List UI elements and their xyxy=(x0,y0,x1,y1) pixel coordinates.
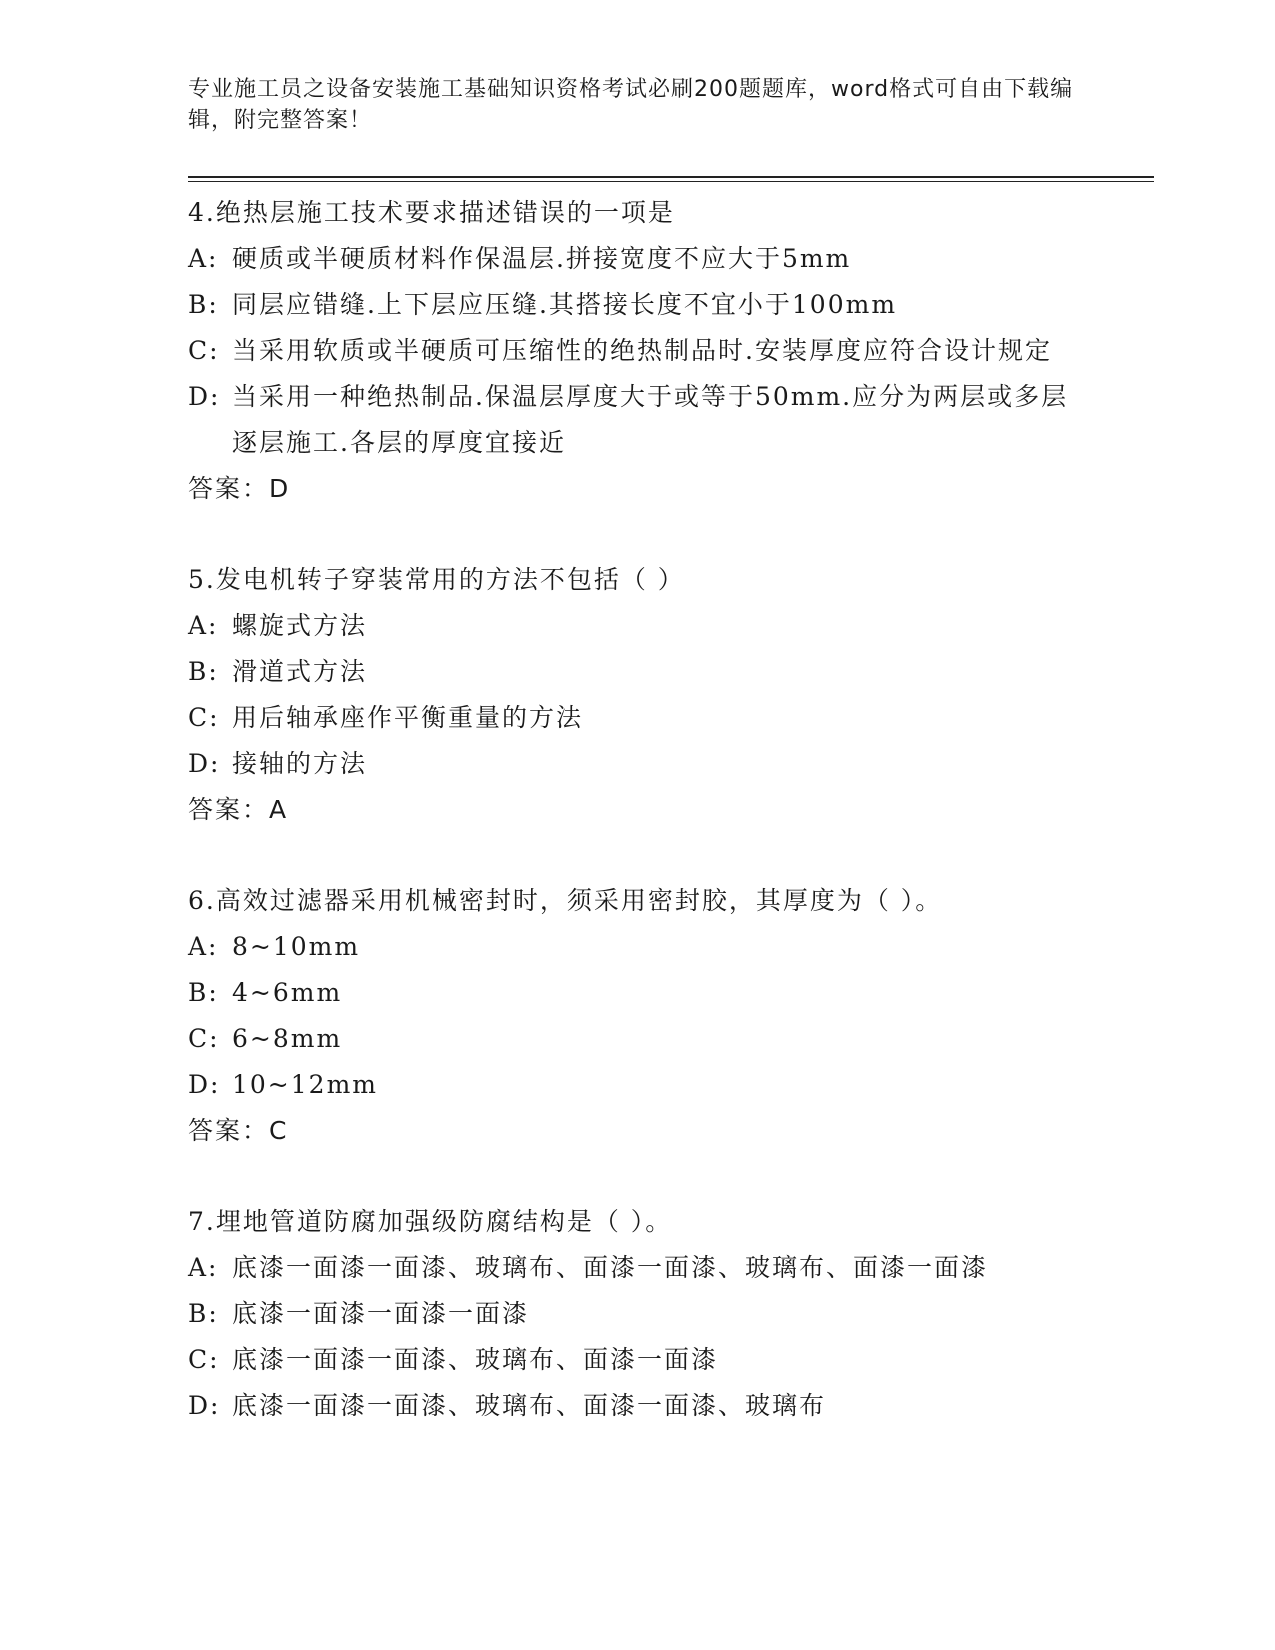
option-text: 当采用一种绝热制品.保温层厚度大于或等于50mm.应分为两层或多层逐层施工.各层的厚度宜接近 xyxy=(232,382,1069,457)
option-c xyxy=(188,1016,1088,1062)
option-b xyxy=(188,649,1088,695)
option-text: 硬质或半硬质材料作保温层.拼接宽度不应大于5mm xyxy=(232,244,852,273)
document-header: 专业施工员之设备安装施工基础知识资格考试必刷200题题库，word格式可自由下载编辑，附完整答案！ xyxy=(188,77,1074,133)
option-letter: B: xyxy=(188,1299,219,1328)
option-letter: A: xyxy=(188,244,219,273)
option-text: 同层应错缝.上下层应压缝.其搭接长度不宜小于100mm xyxy=(232,290,898,319)
option-text: 8~10mm xyxy=(232,932,361,961)
option-letter: D: xyxy=(188,382,221,411)
option-text: 用后轴承座作平衡重量的方法 xyxy=(232,703,584,732)
question-7 xyxy=(188,1199,1088,1429)
option-d xyxy=(188,1383,1088,1429)
header-divider xyxy=(188,176,1154,178)
option-b xyxy=(188,1291,1088,1337)
option-letter: C: xyxy=(188,703,220,732)
option-b xyxy=(188,970,1088,1016)
option-d xyxy=(188,1062,1088,1108)
question-title: 4.绝热层施工技术要求描述错误的一项是 xyxy=(188,198,675,227)
option-text: 当采用软质或半硬质可压缩性的绝热制品时.安装厚度应符合设计规定 xyxy=(232,336,1052,365)
answer-label: 答案：A xyxy=(188,795,289,824)
option-a xyxy=(188,1245,1088,1291)
question-6 xyxy=(188,878,1088,1154)
question-list xyxy=(188,190,1088,1474)
option-letter: D: xyxy=(188,1391,221,1420)
option-letter: C: xyxy=(188,336,220,365)
option-c xyxy=(188,695,1088,741)
option-letter: B: xyxy=(188,978,219,1007)
option-text: 螺旋式方法 xyxy=(232,611,368,640)
option-text: 10~12mm xyxy=(232,1070,378,1099)
question-title: 6.高效过滤器采用机械密封时，须采用密封胶，其厚度为（ ）。 xyxy=(188,886,943,915)
question-title: 7.埋地管道防腐加强级防腐结构是（ ）。 xyxy=(188,1207,673,1236)
option-text: 4~6mm xyxy=(232,978,343,1007)
answer-label: 答案：D xyxy=(188,474,291,503)
question-4 xyxy=(188,190,1088,512)
option-c xyxy=(188,328,1088,374)
option-a xyxy=(188,924,1088,970)
option-text: 底漆一面漆一面漆、玻璃布、面漆一面漆 xyxy=(232,1345,719,1374)
option-letter: A: xyxy=(188,1253,219,1282)
option-b xyxy=(188,282,1088,328)
answer-label: 答案：C xyxy=(188,1116,289,1145)
option-text: 底漆一面漆一面漆一面漆 xyxy=(232,1299,530,1328)
option-text: 底漆一面漆一面漆、玻璃布、面漆一面漆、玻璃布、面漆一面漆 xyxy=(232,1253,989,1282)
option-letter: C: xyxy=(188,1345,220,1374)
option-letter: D: xyxy=(188,1070,221,1099)
header-divider-thin xyxy=(188,181,1154,182)
option-a xyxy=(188,236,1088,282)
option-letter: B: xyxy=(188,290,219,319)
option-letter: B: xyxy=(188,657,219,686)
option-d xyxy=(188,741,1088,787)
option-text: 底漆一面漆一面漆、玻璃布、面漆一面漆、玻璃布 xyxy=(232,1391,827,1420)
question-title: 5.发电机转子穿装常用的方法不包括（ ） xyxy=(188,565,685,594)
option-text: 滑道式方法 xyxy=(232,657,368,686)
option-letter: A: xyxy=(188,932,219,961)
question-5 xyxy=(188,557,1088,833)
option-text: 6~8mm xyxy=(232,1024,343,1053)
option-letter: A: xyxy=(188,611,219,640)
option-c xyxy=(188,1337,1088,1383)
option-text: 接轴的方法 xyxy=(232,749,368,778)
option-d xyxy=(188,374,1088,466)
option-letter: C: xyxy=(188,1024,220,1053)
option-a xyxy=(188,603,1088,649)
option-letter: D: xyxy=(188,749,221,778)
